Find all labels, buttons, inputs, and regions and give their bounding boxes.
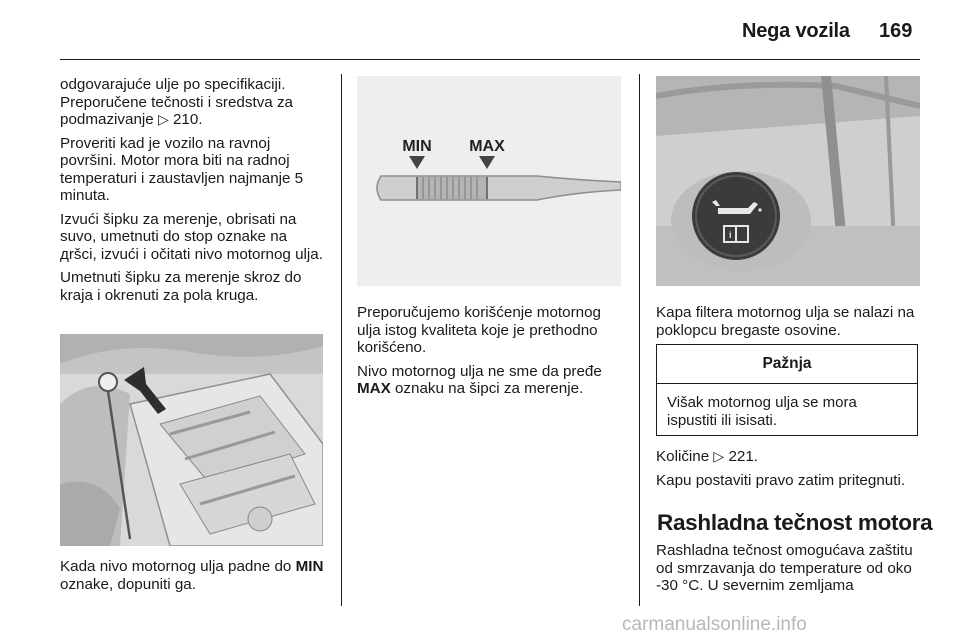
oil-cap-illustration — [656, 76, 920, 286]
running-header-title: Nega vozila — [742, 20, 850, 42]
column-divider-2 — [639, 74, 640, 606]
column-3-text-top — [656, 304, 924, 345]
column-1-text-bottom — [60, 558, 328, 599]
figure-engine-dipstick — [60, 334, 323, 546]
dipstick-min-label: MIN — [402, 138, 432, 155]
caution-text: Višak motornog ulja se mora ispustiti ili isisati. — [667, 394, 857, 429]
paragraph-pull-dipstick: Izvući šipku za merenje, obrisati na suvo, umetnuti do stop oznake na дršci, izvući i očitati nivo motornog ulja. — [60, 210, 323, 263]
paragraph-min-refill: Kada nivo motornog ulja padne do MIN oznake, dopuniti ga. — [60, 558, 324, 593]
engine-illustration — [60, 334, 323, 546]
svg-text:i: i — [729, 230, 732, 240]
figure-oil-filler-cap — [656, 76, 920, 286]
paragraph-check-conditions: Proveriti kad je vozilo na ravnoj površini. Motor mora biti na radnoj temperaturi i zaustavljen najmanje 5 minuta. — [60, 134, 304, 204]
column-3-text-bottom — [656, 542, 928, 601]
dipstick-max-label: MAX — [469, 138, 505, 155]
column-3-text-mid — [656, 448, 924, 495]
paragraph-oil-spec: odgovarajuće ulje po specifikaciji. Preporučene tečnosti i sredstva za podmazivanje ▷ 210. — [60, 76, 293, 128]
dipstick-illustration — [357, 76, 621, 286]
reference-arrow-icon: ▷ — [713, 448, 725, 464]
section-heading-coolant: Rashladna tečnost motora — [657, 510, 933, 535]
paragraph-oil-recommendation: Preporučujemo korišćenje motornog ulja istog kvaliteta koje je prethodno korišćeno. — [357, 304, 601, 356]
paragraph-fit-cap: Kapu postaviti pravo zatim pritegnuti. — [656, 471, 906, 489]
column-1-text — [60, 76, 328, 310]
watermark: carmanualsonline.info — [622, 614, 807, 635]
paragraph-quantities: Količine ▷ 221. — [656, 448, 758, 465]
filler-cap — [692, 172, 780, 260]
header-rule — [60, 59, 920, 60]
reference-arrow-icon: ▷ — [157, 111, 169, 127]
caution-title: Pažnja — [657, 345, 917, 384]
page-number: 169 — [879, 20, 913, 42]
column-2-text — [357, 304, 625, 404]
caution-box — [656, 344, 918, 436]
column-divider-1 — [341, 74, 342, 606]
paragraph-insert-dipstick: Umetnuti šipku za merenje skroz do kraja i okrenuti za pola kruga. — [60, 269, 302, 304]
paragraph-max-warning: Nivo motornog ulja ne sme da pređe MAX oznaku na šipci za merenje. — [357, 362, 602, 397]
paragraph-cap-location: Kapa filtera motornog ulja se nalazi na poklopcu bregaste osovine. — [656, 304, 915, 339]
paragraph-coolant: Rashladna tečnost omogućava zaštitu od smrzavanja do temperature od oko -30 °C. U severnim zemljama — [656, 542, 913, 594]
figure-dipstick-marks — [357, 76, 621, 286]
